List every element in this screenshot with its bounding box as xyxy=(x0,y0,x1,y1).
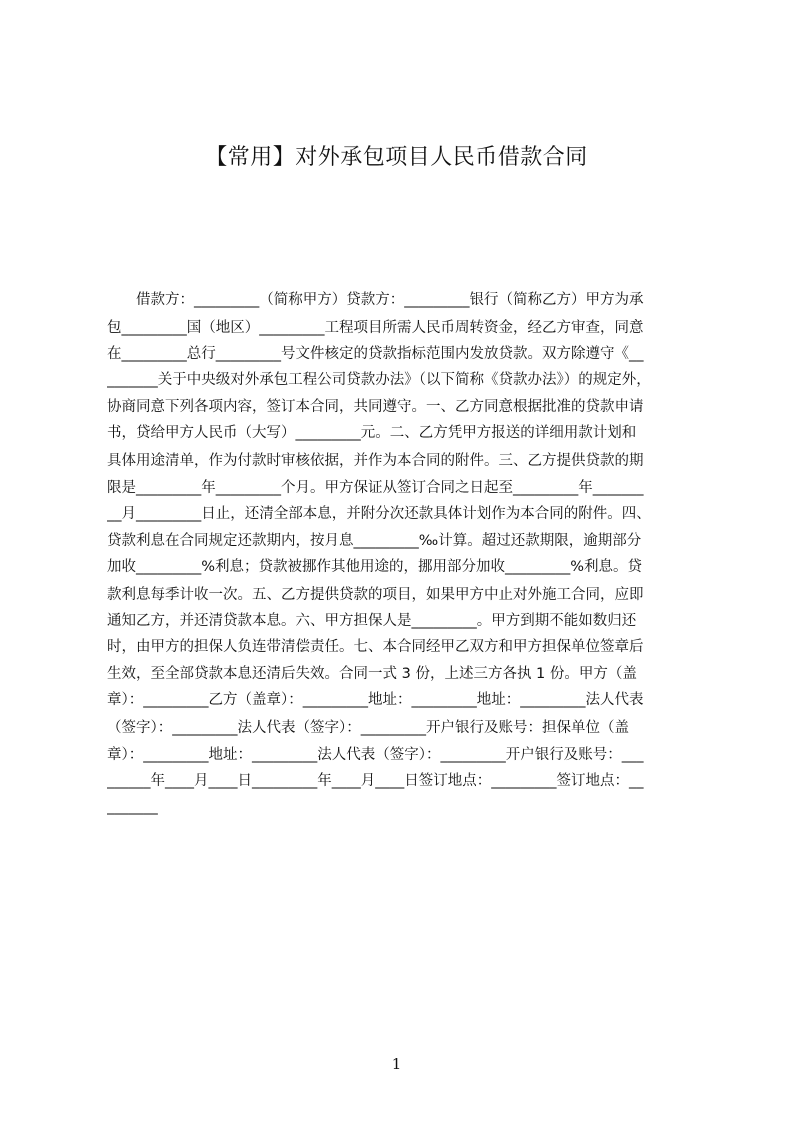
body-line-7: 具体用途清单，作为付款时审核依据，并作为本合同的附件。三、乙方提供贷款的期 xyxy=(107,453,644,469)
body-line-20: _______ xyxy=(107,799,158,815)
body-line-16: 章）：_________乙方（盖章）：_________地址：_________地址：_________法人代表 xyxy=(107,692,644,708)
body-line-1: 借款方：_________（简称甲方）贷款方：_________银行（简称乙方）甲方为承 xyxy=(107,292,644,308)
body-line-10: 贷款利息在合同规定还款期内，按月息_________‰计算。超过还款期限，逾期部分 xyxy=(107,533,642,549)
document-title: 【常用】对外承包项目人民币借款合同 xyxy=(205,145,588,170)
body-line-6: 书，贷给甲方人民币（大写）_________元。二、乙方凭甲方报送的详细用款计划和 xyxy=(107,425,637,441)
body-line-9: __月_________日止，还清全部本息，并附分次还款具体计划作为本合同的附件。四、 xyxy=(107,506,651,522)
body-line-18: 章）：_________地址：_________法人代表（签字）：_________开户银行及账号：___ xyxy=(107,747,644,763)
body-line-3: 在_________总行_________号文件核定的贷款指标范围内发放贷款。双方除遵守《__ xyxy=(107,346,644,362)
body-line-15: 生效，至全部贷款本息还清后失效。合同一式 3 份，上述三方各执 1 份。甲方（盖 xyxy=(107,666,637,682)
body-line-8: 限是_________年_________个月。甲方保证从签订合同之日起至_________年_______ xyxy=(107,480,644,496)
page-number: 1 xyxy=(391,1055,402,1073)
body-line-17: （签字）：_________法人代表（签字）：_________开户银行及账号：担保单位（盖 xyxy=(107,720,629,736)
body-line-19: ______年____月____日_________年____月____日签订地点：_________签订地点：__ xyxy=(107,773,644,789)
body-line-13: 通知乙方，并还清贷款本息。六、甲方担保人是_________。甲方到期不能如数归还 xyxy=(107,613,637,629)
body-line-2: 包_________国（地区）_________工程项目所需人民币周转资金，经乙方审查，同意 xyxy=(107,320,644,336)
body-line-4: _______关于中央级对外承包工程公司贷款办法》（以下简称《贷款办法》）的规定外， xyxy=(107,372,651,388)
body-line-11: 加收_________%利息；贷款被挪作其他用途的，挪用部分加收_________%利息。贷 xyxy=(107,559,643,575)
body-line-14: 时，由甲方的担保人负连带清偿责任。七、本合同经甲乙双方和甲方担保单位签章后 xyxy=(107,639,644,655)
body-line-12: 款利息每季计收一次。五、乙方提供贷款的项目，如果甲方中止对外施工合同，应即 xyxy=(107,587,644,603)
body-line-5: 协商同意下列各项内容，签订本合同，共同遵守。一、乙方同意根据批准的贷款申请 xyxy=(107,399,644,415)
